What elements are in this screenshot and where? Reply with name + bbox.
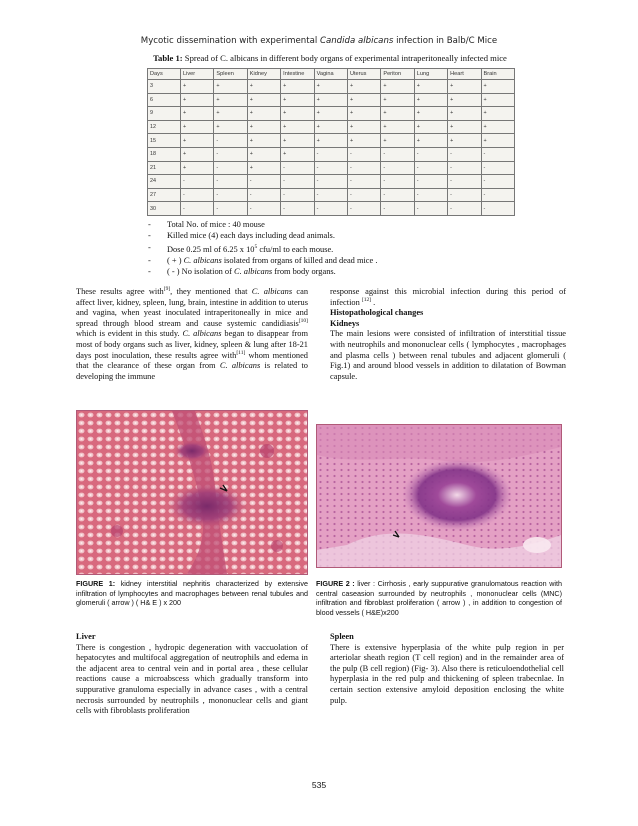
table-cell: - [181, 202, 214, 216]
table-cell: - [481, 188, 514, 202]
subheading-kidneys: Kidneys [330, 318, 360, 328]
left-column-text [76, 287, 308, 382]
table-cell: + [281, 147, 314, 161]
table-row [148, 107, 515, 121]
table-cell: 21 [148, 161, 181, 175]
table-cell: + [414, 107, 447, 121]
table-cell: + [347, 93, 380, 107]
table-cell: - [381, 147, 414, 161]
table-caption-text: Spread of C. albicans in different body organs of experimental intraperitoneally infected mice [182, 53, 507, 63]
table-cell: + [347, 107, 380, 121]
table-cell: - [381, 202, 414, 216]
table-cell: - [347, 202, 380, 216]
table-cell: + [414, 80, 447, 94]
table-cell: 12 [148, 120, 181, 134]
table-header-cell: Days [148, 69, 181, 80]
table-cell: + [281, 120, 314, 134]
table-header-cell: Heart [448, 69, 481, 80]
table-cell: - [414, 175, 447, 189]
table-cell: + [247, 120, 280, 134]
figure-1-caption-text: kidney interstitial nephritis characterized by extensive infiltration of lymphocytes and macrophages between renal tubules and glomeruli ( arrow ) ( H& E ) x 200 [76, 579, 308, 608]
table-cell: + [381, 107, 414, 121]
table-cell: + [181, 107, 214, 121]
table-scan [147, 68, 515, 216]
note-dash: - [148, 267, 151, 277]
table-cell: - [281, 188, 314, 202]
table-cell: + [247, 161, 280, 175]
table-cell: - [448, 147, 481, 161]
note-dash: - [148, 231, 151, 241]
table-cell: - [481, 147, 514, 161]
note-item [148, 242, 377, 255]
table-cell: + [381, 134, 414, 148]
table-cell: + [347, 134, 380, 148]
table-row [148, 188, 515, 202]
table-cell: - [381, 175, 414, 189]
table-cell: + [414, 120, 447, 134]
running-header-text: Mycotic dissemination with experimental [140, 36, 320, 46]
table-header-cell: Lung [414, 69, 447, 80]
table-label: Table 1: [153, 53, 183, 63]
table-header-row [148, 69, 515, 80]
table-header-cell: Liver [181, 69, 214, 80]
table-cell: - [281, 161, 314, 175]
table-cell: - [214, 202, 247, 216]
table-cell: + [347, 120, 380, 134]
table-cell: - [448, 175, 481, 189]
table-cell: - [214, 161, 247, 175]
table-cell: + [281, 80, 314, 94]
table-row [148, 80, 515, 94]
note-species: C. albicans [234, 267, 273, 277]
subheading-liver: Liver [76, 632, 96, 641]
table-notes [148, 219, 377, 278]
table-cell: - [281, 202, 314, 216]
table-cell: + [481, 134, 514, 148]
table-cell: 27 [148, 188, 181, 202]
table-row [148, 202, 515, 216]
note-superscript: 5 [254, 243, 258, 250]
table-row [148, 175, 515, 189]
table-cell: + [281, 134, 314, 148]
table-cell: + [214, 93, 247, 107]
table-cell: - [448, 202, 481, 216]
figure-1-label: FIGURE 1: [76, 579, 116, 588]
table-cell: - [347, 147, 380, 161]
table-header-cell: Vagina [314, 69, 347, 80]
table-cell: - [314, 147, 347, 161]
table-cell: + [481, 93, 514, 107]
table-cell: - [347, 161, 380, 175]
table-cell: + [314, 107, 347, 121]
table-cell: + [381, 93, 414, 107]
table-cell: + [181, 93, 214, 107]
table-cell: - [314, 175, 347, 189]
table-body [148, 80, 515, 216]
table-cell: - [347, 175, 380, 189]
table-cell: + [247, 147, 280, 161]
table-cell: - [314, 202, 347, 216]
table-cell: + [181, 147, 214, 161]
table-row [148, 93, 515, 107]
table-cell: - [281, 175, 314, 189]
running-header-species: Candida albicans [319, 36, 394, 46]
note-dash: - [148, 220, 151, 229]
table-cell: - [481, 202, 514, 216]
table-cell: 9 [148, 107, 181, 121]
table-cell: + [247, 134, 280, 148]
table-cell: - [314, 188, 347, 202]
table-cell: + [448, 107, 481, 121]
table-header-cell: Uterus [347, 69, 380, 80]
table-cell: - [247, 202, 280, 216]
note-dash: - [148, 256, 151, 266]
running-header [0, 36, 638, 46]
continuation-paragraph: response against this microbial infection during this period of infection [12] . [330, 287, 566, 307]
table-cell: - [481, 161, 514, 175]
table-cell: 6 [148, 93, 181, 107]
table-cell: 3 [148, 80, 181, 94]
table-cell: + [314, 120, 347, 134]
figure-2-caption-text: liver : Cirrhosis , early suppurative granulomatous reaction with central caseasion surrounded by neutrophils , mononuclear cells (MNC) infiltration and fibroblast proliferation ( arrow ) , in addition to congestion of blood vessels ( H&E)x200 [316, 579, 562, 617]
table-header-cell: Kidney [247, 69, 280, 80]
table-cell: 30 [148, 202, 181, 216]
figure-1-caption [76, 579, 308, 608]
figure-2-liver-micrograph [316, 424, 562, 568]
table-cell: - [448, 161, 481, 175]
table-cell: - [381, 188, 414, 202]
figure-2-label: FIGURE 2 : [316, 579, 355, 588]
table-cell: - [214, 134, 247, 148]
note-item [148, 266, 377, 277]
table-cell: 24 [148, 175, 181, 189]
table-cell: + [214, 120, 247, 134]
table-cell: + [481, 107, 514, 121]
table-cell: - [214, 188, 247, 202]
table-cell: - [247, 175, 280, 189]
table-cell: + [314, 93, 347, 107]
note-text: from body organs. [272, 267, 336, 277]
note-species: C. albicans [183, 256, 222, 266]
table-cell: + [414, 134, 447, 148]
table-cell: 18 [148, 147, 181, 161]
table-cell: + [247, 80, 280, 94]
table-cell: - [381, 161, 414, 175]
note-text: Total No. of mice : 40 mouse [167, 220, 265, 229]
table-cell: + [214, 80, 247, 94]
table-cell: + [481, 120, 514, 134]
table-cell: + [314, 134, 347, 148]
table-cell: - [247, 188, 280, 202]
note-text: ( + ) [167, 256, 184, 266]
table-cell: - [448, 188, 481, 202]
table-row [148, 147, 515, 161]
table-cell: + [181, 134, 214, 148]
citation-12: [12] [361, 296, 372, 303]
subheading-spleen: Spleen [330, 632, 354, 641]
figure-2-caption [316, 579, 562, 617]
table-cell: + [214, 107, 247, 121]
table-cell: - [414, 188, 447, 202]
table-cell: + [314, 80, 347, 94]
figure-1-kidney-micrograph [76, 410, 308, 575]
spleen-section [330, 632, 564, 706]
table-cell: - [481, 175, 514, 189]
table-cell: - [414, 161, 447, 175]
table-cell: + [414, 93, 447, 107]
note-text: ( - ) No isolation of [167, 267, 234, 277]
table-cell: - [414, 202, 447, 216]
table-cell: - [181, 175, 214, 189]
table-cell: + [448, 93, 481, 107]
note-item [148, 219, 377, 230]
table-cell: + [481, 80, 514, 94]
table-header-cell: Periton [381, 69, 414, 80]
running-header-text-end: infection in Balb/C Mice [393, 36, 498, 46]
kidneys-paragraph: The main lesions were consisted of infiltration of interstitial tissue with neutrophils and mononuclear cells ( lymphocytes , macrophages and plasma cells ) between renal tubules and adjacent glomeruli ( Fig.1) and around blood vessels in addition to dilatation of Bowman capsule. [330, 329, 566, 381]
note-dash: - [148, 242, 151, 252]
note-text: Dose 0.25 ml of 6.25 x 10 [167, 244, 255, 254]
table-cell: + [247, 107, 280, 121]
table-cell: - [314, 161, 347, 175]
note-text: isolated from organs of killed and dead mice . [221, 256, 378, 266]
table-header-cell: Spleen [214, 69, 247, 80]
section-heading-histopathology: Histopathological changes [330, 308, 424, 318]
table-cell: + [247, 93, 280, 107]
table-cell: + [448, 80, 481, 94]
table-header-cell: Brain [481, 69, 514, 80]
table-cell: - [214, 147, 247, 161]
table-row [148, 134, 515, 148]
table-cell: + [381, 80, 414, 94]
citation-9: [9] [163, 286, 171, 293]
citation-11: [11] [236, 349, 246, 356]
table-row [148, 161, 515, 175]
table-cell: - [214, 175, 247, 189]
table-cell: - [414, 147, 447, 161]
table-cell: 15 [148, 134, 181, 148]
citation-10: [10] [298, 317, 308, 324]
table-cell: + [448, 134, 481, 148]
note-text: Killed mice (4) each days including dead animals. [167, 231, 335, 241]
table-row [148, 120, 515, 134]
note-item [148, 255, 377, 266]
table-cell: - [181, 188, 214, 202]
table-cell: + [347, 80, 380, 94]
spleen-paragraph: There is extensive hyperplasia of the white pulp region in per arteriolar sheath region (T cell region) and in the remainder area of the pulp (B cell region) (Fig- 3). Also there is reticuloendothelial cell hyperplasia in the red pulp and thickening of spleen trabecnlae. In certain section extensive amyloid deposition enclosing the white pulp. [330, 642, 564, 705]
table-cell: + [181, 161, 214, 175]
organ-spread-table [147, 68, 515, 216]
note-item [148, 230, 377, 241]
page-number: 535 [311, 780, 327, 790]
discussion-paragraph: These results agree with[9], they mentioned that C. albicans can affect liver, kidney, spleen, lung, brain, intestine in addition to uterus and vagina, when yeast inoculated intraperitoneally in mice and spread through blood stream and cause systemic candidiasis[10] which is evident in this study. C. albicans began to disappear from most of body organs such as liver, kidney, spleen & lung after 18-21 days post inoculation, these results agree with[11] whom mentioned that the clearance of these organ from C. albicans is related to developing the immune [76, 286, 309, 381]
table-cell: + [448, 120, 481, 134]
table-caption [60, 53, 600, 63]
right-column-text [330, 287, 566, 382]
table-cell: + [281, 93, 314, 107]
liver-section [76, 632, 308, 717]
table-cell: - [347, 188, 380, 202]
note-text: cfu/ml to each mouse. [257, 244, 334, 254]
table-header-cell: Intestine [281, 69, 314, 80]
table-cell: + [281, 107, 314, 121]
liver-paragraph: There is congestion , hydropic degeneration with vaccuolation of hepatocytes and multifocal aggregation of neutrophils and edema in the adjacent area to central vein and in portal area , these cellular reactions cause a microabscess which gradually transform into suppurative granuloma especially in advance cases , with a central necrosis surrounded by neutrophils , mononuclear cells and giant cells with fibroblasts proliferation [76, 642, 308, 716]
table-cell: + [381, 120, 414, 134]
table-cell: + [181, 80, 214, 94]
table-cell: + [181, 120, 214, 134]
